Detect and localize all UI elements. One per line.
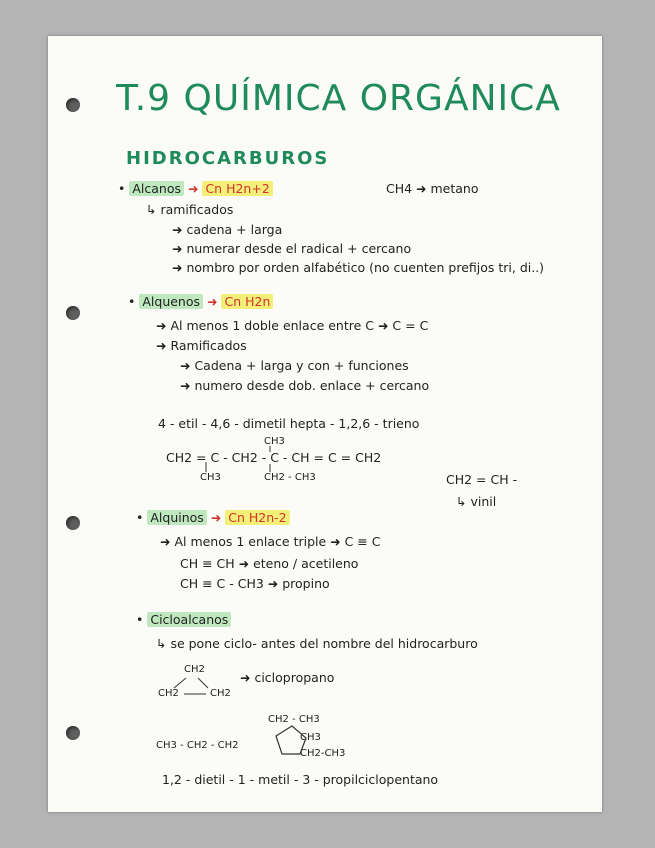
bullet: • xyxy=(128,294,136,309)
alquenos-rule-3: ➜ numero desde dob. enlace + cercano xyxy=(180,378,430,393)
pent-right-2: CH2-CH3 xyxy=(300,748,346,759)
alquinos-label: Alquinos xyxy=(147,510,206,525)
alcanos-branch-head: ↳ ramificados xyxy=(146,202,234,217)
pentano-name: 1,2 - dietil - 1 - metil - 3 - propilciclopentano xyxy=(162,772,439,787)
methane-note: CH4 ➜ metano xyxy=(386,181,479,196)
tri-top: CH2 xyxy=(184,664,205,675)
tri-right: CH2 xyxy=(210,688,231,699)
alcanos-label: Alcanos xyxy=(129,181,184,196)
struct-sub-ch3: CH3 xyxy=(200,472,221,483)
arrow-icon: ➜ xyxy=(207,294,218,309)
bullet: • xyxy=(136,612,144,627)
alquinos-formula: Cn H2n-2 xyxy=(225,510,289,525)
alquinos-rule-1: ➜ Al menos 1 enlace triple ➜ C ≡ C xyxy=(160,534,381,549)
bullet: • xyxy=(118,181,126,196)
alquenos-label: Alquenos xyxy=(139,294,203,309)
alqueno-example-name: 4 - etil - 4,6 - dimetil hepta - 1,2,6 - trieno xyxy=(158,416,420,431)
alcanos-rule-2: ➜ numerar desde el radical + cercano xyxy=(172,241,412,256)
notebook-page xyxy=(48,36,602,812)
pent-left: CH3 - CH2 - CH2 xyxy=(156,740,239,751)
cicloalcanos-label: Cicloalcanos xyxy=(147,612,231,627)
alquenos-rule-2: ➜ Cadena + larga y con + funciones xyxy=(180,358,409,373)
arrow-icon: ➜ xyxy=(187,181,199,196)
alquenos-rule-1: ➜ Al menos 1 doble enlace entre C ➜ C = C xyxy=(156,318,429,333)
alquinos-example-2: CH ≡ C - CH3 ➜ propino xyxy=(180,576,330,591)
pent-right-1: CH3 xyxy=(300,732,321,743)
vinyl-formula: CH2 = CH - xyxy=(446,472,518,487)
pent-top: CH2 - CH3 xyxy=(268,714,320,725)
alqueno-structure: CH2 = C - CH2 - C - CH = C = CH2 xyxy=(166,450,382,465)
page-title: T.9 QUÍMICA ORGÁNICA xyxy=(116,78,561,119)
tri-left: CH2 xyxy=(158,688,179,699)
alquinos-example-1: CH ≡ CH ➜ eteno / acetileno xyxy=(180,556,359,571)
tri-bond-right xyxy=(198,678,208,688)
alcanos-rule-3: ➜ nombro por orden alfabético (no cuenten prefijos tri, di..) xyxy=(172,260,545,275)
ciclopropano-label: ➜ ciclopropano xyxy=(240,670,335,685)
section-title: HIDROCARBUROS xyxy=(126,148,330,169)
alquenos-formula: Cn H2n xyxy=(221,294,273,309)
cyclopentane-ring xyxy=(276,726,306,754)
struct-top-ch3: CH3 xyxy=(264,436,285,447)
struct-sub-ethyl: CH2 - CH3 xyxy=(264,472,316,483)
alcanos-formula: Cn H2n+2 xyxy=(202,181,272,196)
alquenos-branch-head: ➜ Ramificados xyxy=(156,338,247,353)
tri-bond-left xyxy=(174,678,186,688)
bullet: • xyxy=(136,510,144,525)
structure-drawings xyxy=(48,36,602,812)
vinyl-name: ↳ vinil xyxy=(456,494,497,509)
cicloalcanos-rule: ↳ se pone ciclo- antes del nombre del hidrocarburo xyxy=(156,636,478,651)
alcanos-rule-1: ➜ cadena + larga xyxy=(172,222,283,237)
arrow-icon: ➜ xyxy=(210,510,222,525)
